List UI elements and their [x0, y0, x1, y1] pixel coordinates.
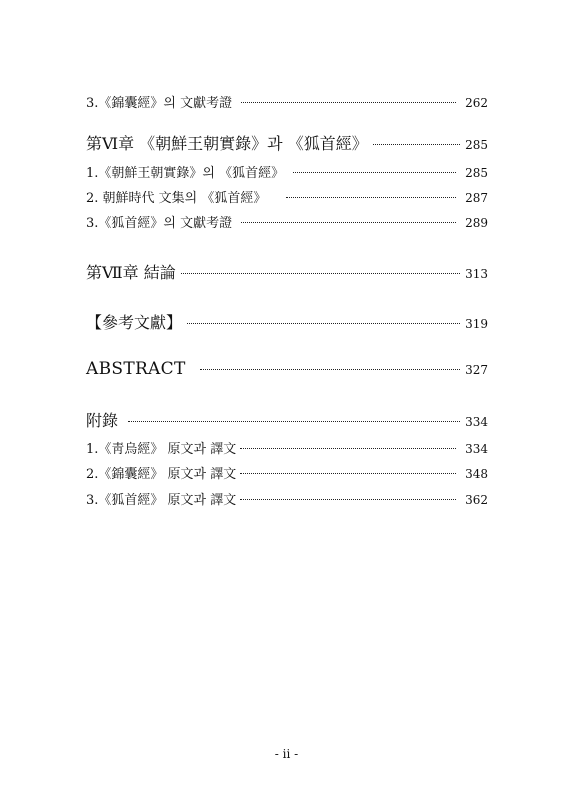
toc-entry-title: ABSTRACT: [86, 359, 186, 379]
dot-leader: [240, 473, 456, 474]
toc-appendix-2: [86, 463, 488, 482]
page-number: - ii -: [274, 747, 299, 761]
toc-entry-title: 第Ⅵ章 《朝鮮王朝實錄》과 《狐首經》: [86, 134, 368, 153]
toc-appendix-1: [86, 438, 488, 457]
toc-entry-title: 【參考文獻】: [86, 313, 183, 332]
toc-entry-page: 327: [465, 363, 488, 377]
toc-entry-page: 287: [465, 191, 488, 205]
dot-leader: [181, 273, 460, 274]
dot-leader: [187, 323, 460, 324]
toc-appendix: [86, 408, 488, 431]
toc-entry-page: 262: [465, 96, 488, 110]
dot-leader: [240, 448, 456, 449]
toc-entry-page: 313: [465, 267, 488, 281]
dot-leader: [128, 421, 460, 422]
toc-entry-title: 第Ⅶ章 結論: [86, 263, 176, 282]
toc-entry-title: 附錄: [86, 411, 119, 430]
toc-appendix-3: [86, 489, 488, 508]
toc-entry-title: 1.《朝鮮王朝實錄》의 《狐首經》: [86, 166, 285, 181]
toc-entry-page: 362: [465, 493, 488, 507]
toc-entry-title: 3.《狐首經》의 文獻考證: [86, 216, 233, 231]
toc-entry-title: 3.《錦囊經》의 文獻考證: [86, 96, 233, 111]
toc-references: [86, 310, 488, 333]
toc-entry-page: 348: [465, 467, 488, 481]
dot-leader: [293, 172, 456, 173]
toc-entry-title: 2.《錦囊經》 原文과 譯文: [86, 467, 237, 482]
toc-entry-title: 3.《狐首經》 原文과 譯文: [86, 493, 237, 508]
toc-entry-page: 334: [465, 415, 488, 429]
dot-leader: [286, 197, 456, 198]
dot-leader: [373, 144, 460, 145]
toc-chapter-7: [86, 260, 488, 283]
dot-leader: [240, 499, 456, 500]
toc-entry-page: 285: [465, 138, 488, 152]
toc-entry-page: 289: [465, 216, 488, 230]
toc-entry-6-2: [86, 187, 488, 206]
toc-entry-title: 2. 朝鮮時代 文集의 《狐首經》: [86, 191, 267, 206]
toc-chapter-6: [86, 131, 488, 154]
toc-entry-6-1: [86, 162, 488, 181]
toc-entry-page: 285: [465, 166, 488, 180]
toc-entry-page: 319: [465, 317, 488, 331]
dot-leader: [241, 222, 456, 223]
toc-entry-jinnang-textual-study: [86, 92, 488, 111]
toc-entry-page: 334: [465, 442, 488, 456]
dot-leader: [241, 102, 456, 103]
toc-entry-title: 1.《靑烏經》 原文과 譯文: [86, 442, 237, 457]
toc-abstract: [86, 359, 488, 379]
dot-leader: [200, 369, 461, 370]
toc-entry-6-3: [86, 212, 488, 231]
